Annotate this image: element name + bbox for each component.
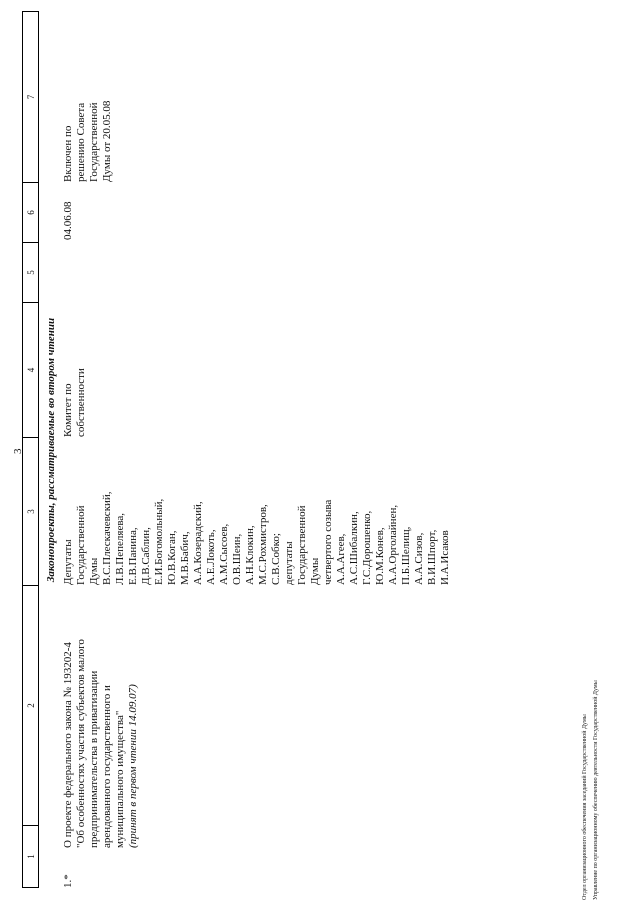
author-line: И.А.Исаков xyxy=(439,530,451,585)
date-value: 04.06.08 xyxy=(62,201,74,240)
author-line: М.С.Рохмистров, xyxy=(257,504,269,585)
authors-list xyxy=(62,491,452,585)
author-line: Е.И.Богомольный, xyxy=(153,498,165,585)
author-line: депутаты xyxy=(283,541,295,585)
author-line: Государственной xyxy=(75,505,87,585)
row-number: 1.* xyxy=(62,874,74,888)
description-line: "Об особенностях участия субъектов малого xyxy=(75,639,87,848)
footer-directorate: Управление по организационному обеспечению деятельности Государственной Думы xyxy=(593,680,599,900)
description-line: арендованного государственного и xyxy=(101,685,113,848)
author-line: В.И.Шпорт, xyxy=(426,529,438,585)
note-line: решению Совета xyxy=(75,102,87,182)
inclusion-note xyxy=(62,101,114,182)
column-number-2: 2 xyxy=(23,586,39,826)
author-line: Ю.В.Коган, xyxy=(166,530,178,585)
author-line: П.Б.Шелищ, xyxy=(400,526,412,585)
author-line: А.А.Агеев, xyxy=(335,533,347,585)
section-title: Законопроекты, рассматриваемые во втором чтении xyxy=(45,317,57,583)
column-number-7: 7 xyxy=(23,12,39,183)
author-line: Л.В.Пепеляева, xyxy=(114,512,126,585)
author-line: А.А.Козерадский, xyxy=(192,501,204,585)
author-line: С.В.Собко; xyxy=(270,533,282,585)
author-line: Ю.М.Конев, xyxy=(374,527,386,585)
description-line: О проекте федерального закона № 193202-4 xyxy=(62,642,74,848)
author-line: А.Е.Локоть, xyxy=(205,529,217,585)
page-number: 3 xyxy=(12,448,24,454)
author-line: А.А.Сизов, xyxy=(413,532,425,585)
author-line: Е.В.Панина, xyxy=(127,527,139,585)
author-line: четвертого созыва xyxy=(322,499,334,585)
committee xyxy=(62,368,88,437)
column-number-3: 3 xyxy=(23,438,39,586)
column-number-4: 4 xyxy=(23,303,39,438)
author-line: А.С.Шибалкин, xyxy=(348,511,360,585)
note-line: Включен по xyxy=(62,125,74,182)
first-reading-note: (принят в первом чтении 14.09.07) xyxy=(127,684,139,848)
author-line: Государственной xyxy=(296,505,308,585)
column-number-1: 1 xyxy=(23,826,39,888)
column-number-5: 5 xyxy=(23,243,39,303)
author-line: А.М.Сысоев, xyxy=(218,523,230,585)
note-line: Государственной xyxy=(88,102,100,182)
footer-department: Отдел организационного обеспечения заседаний Государственной Думы xyxy=(582,714,588,900)
author-line: Д.В.Саблин, xyxy=(140,527,152,585)
description-line: муниципального имущества" xyxy=(114,710,126,848)
author-line: М.В.Бабич, xyxy=(179,531,191,585)
column-header-row xyxy=(22,11,39,888)
author-line: А.Н.Клокин, xyxy=(244,525,256,585)
author-line: Думы xyxy=(309,557,321,585)
note-line: Думы от 20.05.08 xyxy=(101,100,113,182)
committee-line: Комитет по xyxy=(62,383,74,437)
column-number-6: 6 xyxy=(23,183,39,243)
author-line: А.А.Орголайнен, xyxy=(387,504,399,585)
committee-line: собственности xyxy=(75,368,87,437)
author-line: Депутаты xyxy=(62,539,74,585)
author-line: Думы xyxy=(88,557,100,585)
author-line: О.В.Шеин, xyxy=(231,533,243,585)
author-line: Г.С.Дорошенко, xyxy=(361,510,373,585)
bill-description xyxy=(62,639,140,848)
description-line: предпринимательства в приватизации xyxy=(88,670,100,848)
author-line: В.С.Плескачевский, xyxy=(101,491,113,585)
